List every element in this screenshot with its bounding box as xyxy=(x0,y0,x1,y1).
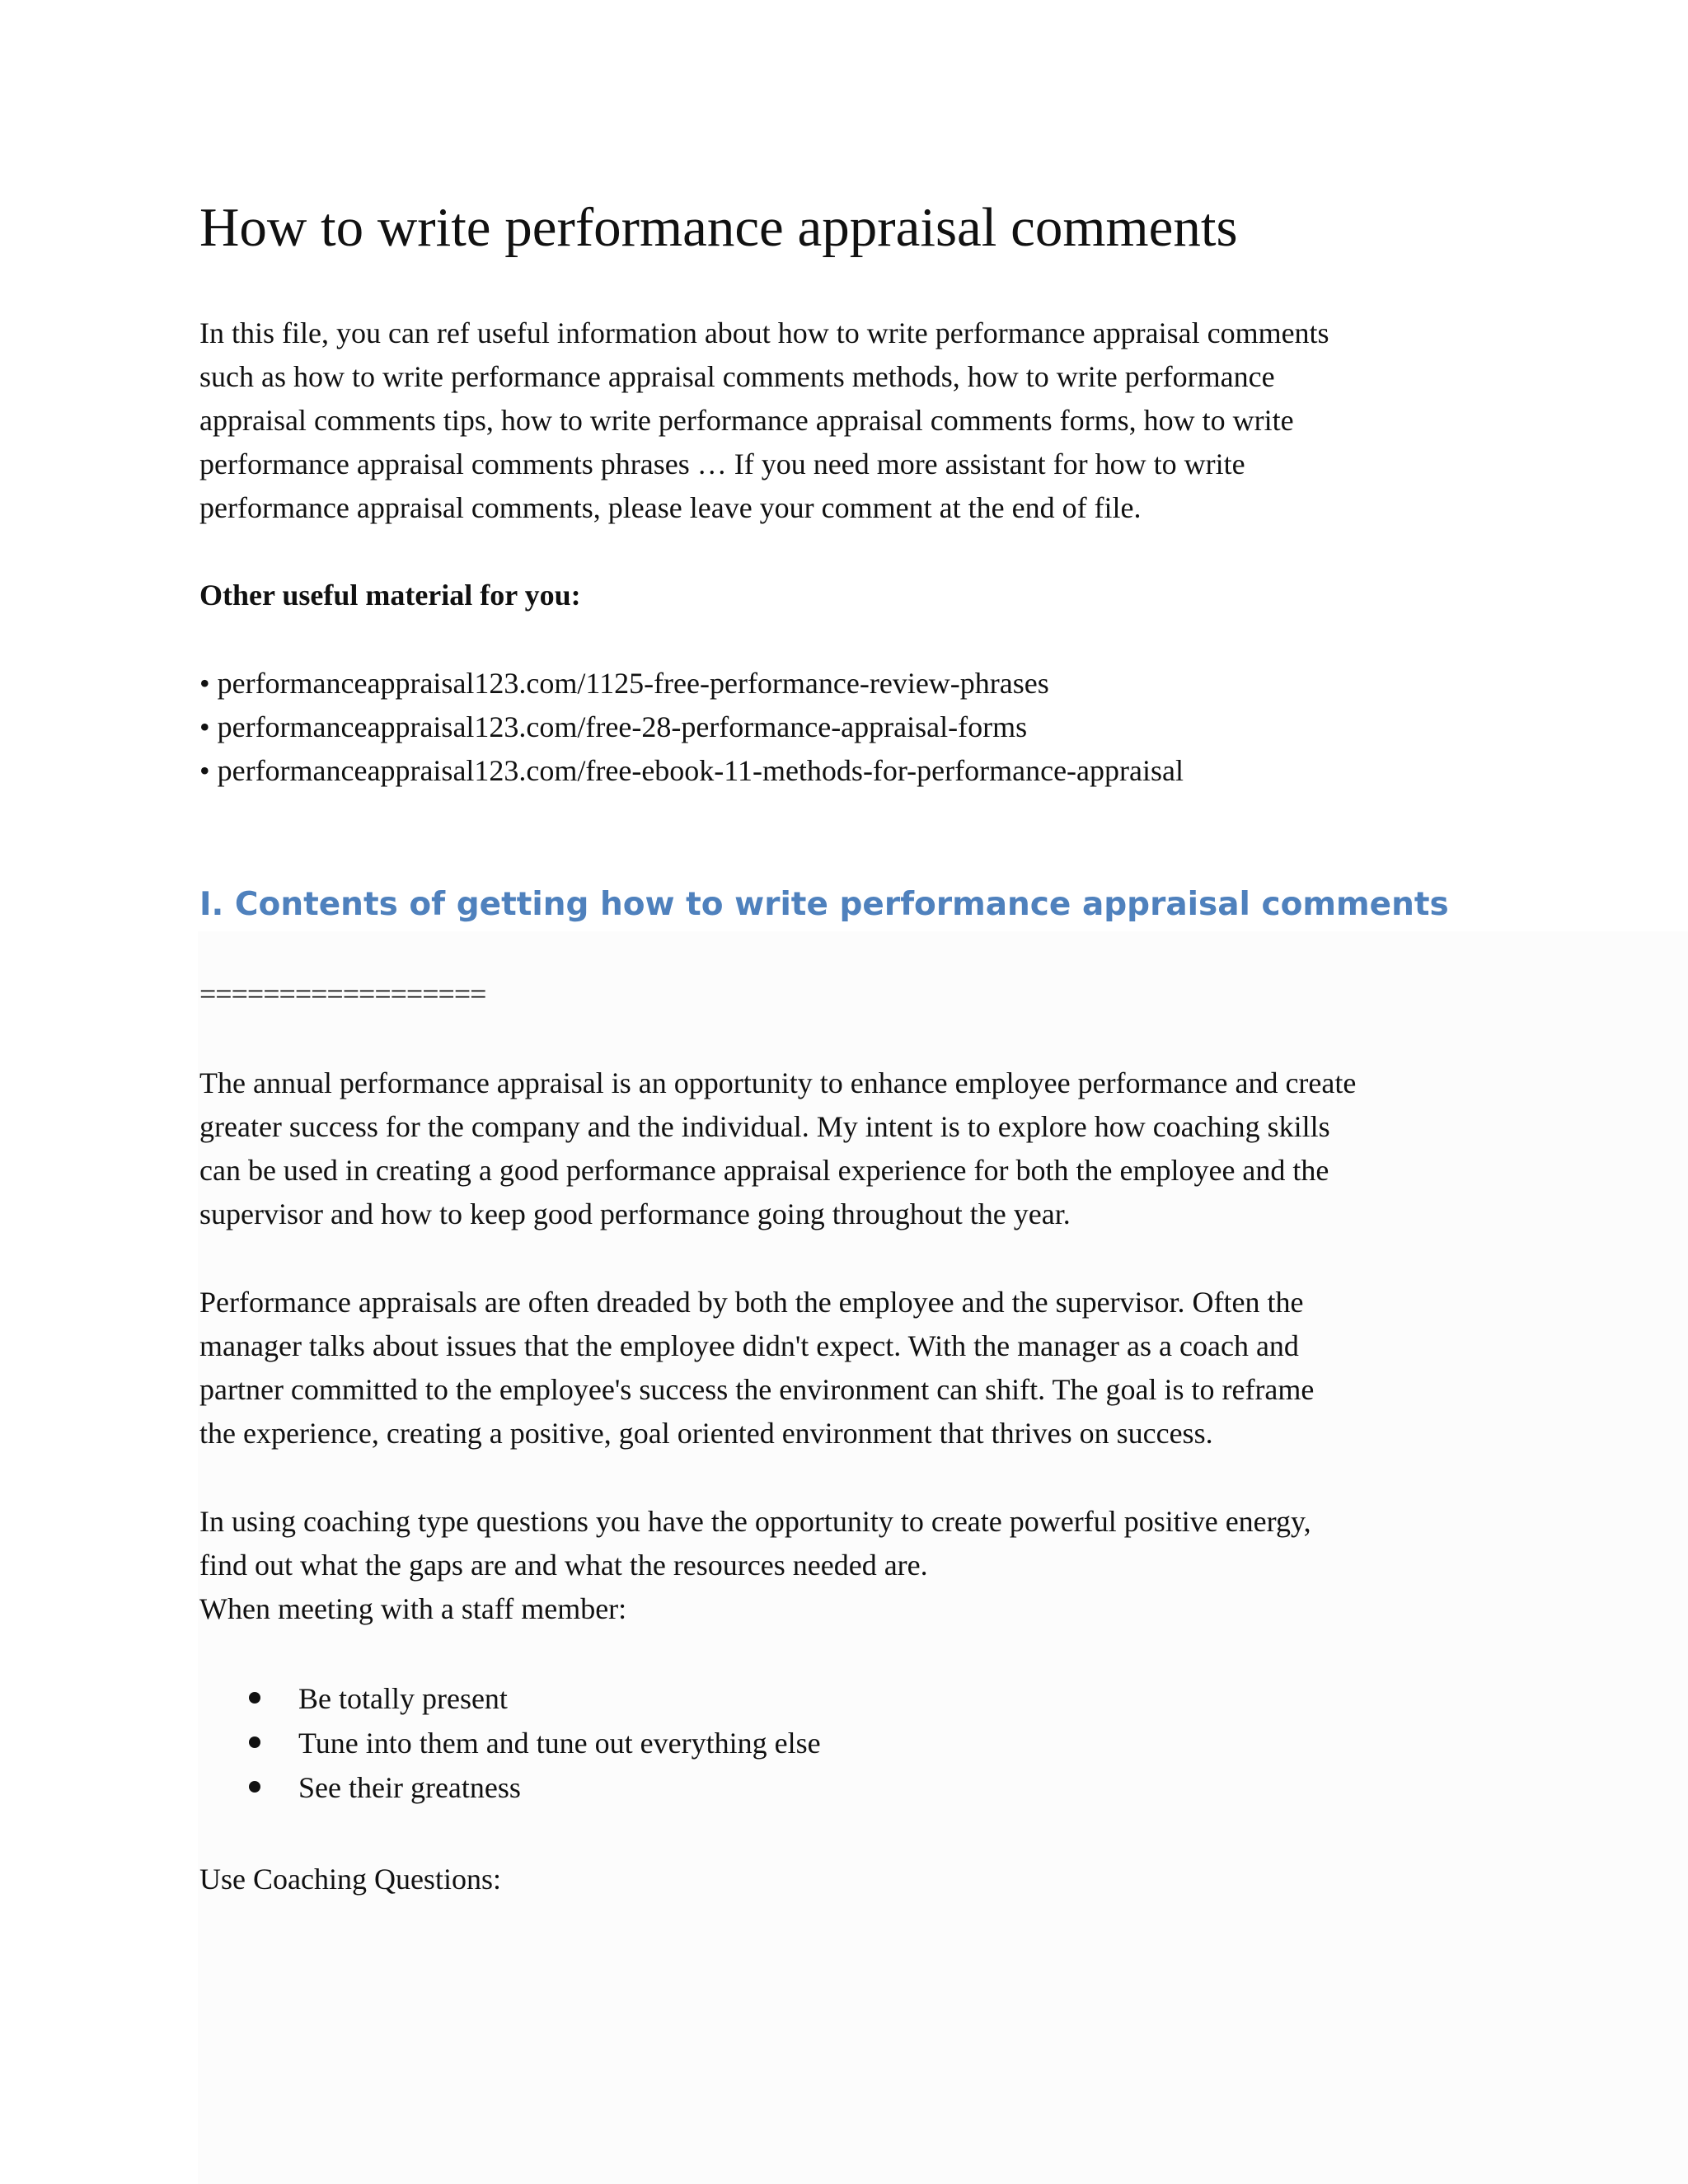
separator-line: ================== xyxy=(199,977,486,1010)
paragraph-line: find out what the gaps are and what the resources needed are. xyxy=(199,1549,928,1582)
paragraph-line: manager talks about issues that the employee didn't expect. With the manager as a coach and xyxy=(199,1329,1299,1362)
bullet-icon xyxy=(249,1692,260,1704)
paragraph-line: can be used in creating a good performance appraisal experience for both the employee and the xyxy=(199,1154,1329,1187)
paragraph-line: greater success for the company and the individual. My intent is to explore how coaching skills xyxy=(199,1110,1330,1143)
list-item-text: Tune into them and tune out everything else xyxy=(298,1727,821,1760)
intro-paragraph xyxy=(199,312,1329,530)
section-heading: I. Contents of getting how to write performance appraisal comments xyxy=(199,886,1449,923)
list-item xyxy=(199,1721,821,1765)
paragraph-line: the experience, creating a positive, goal oriented environment that thrives on success. xyxy=(199,1417,1213,1450)
intro-line: such as how to write performance appraisal comments methods, how to write performance xyxy=(199,360,1275,393)
resource-link[interactable]: • performanceappraisal123.com/1125-free-performance-review-phrases xyxy=(199,667,1049,700)
intro-line: performance appraisal comments phrases … If you need more assistant for how to write xyxy=(199,448,1245,480)
list-item xyxy=(199,1765,821,1810)
paragraph-coaching-questions xyxy=(199,1500,1311,1631)
resource-link[interactable]: • performanceappraisal123.com/free-28-performance-appraisal-forms xyxy=(199,710,1028,743)
resource-link-list xyxy=(199,662,1184,793)
meeting-tips-list xyxy=(199,1676,821,1810)
paragraph-line: partner committed to the employee's success the environment can shift. The goal is to reframe xyxy=(199,1373,1315,1406)
other-material-heading: Other useful material for you: xyxy=(199,579,581,612)
intro-line: In this file, you can ref useful information about how to write performance appraisal comments xyxy=(199,316,1329,349)
bullet-icon xyxy=(249,1736,260,1748)
paragraph-dreaded-appraisals xyxy=(199,1281,1314,1455)
paragraph-line: supervisor and how to keep good performance going throughout the year. xyxy=(199,1197,1071,1230)
list-item-text: See their greatness xyxy=(298,1771,521,1804)
document-title: How to write performance appraisal comments xyxy=(199,197,1238,258)
intro-line: appraisal comments tips, how to write performance appraisal comments forms, how to write xyxy=(199,404,1294,437)
paragraph-line: When meeting with a staff member: xyxy=(199,1592,627,1625)
paragraph-line: Performance appraisals are often dreaded by both the employee and the supervisor. Often the xyxy=(199,1286,1304,1319)
bullet-icon xyxy=(249,1781,260,1793)
paragraph-line: The annual performance appraisal is an opportunity to enhance employee performance and create xyxy=(199,1066,1357,1099)
intro-line: performance appraisal comments, please leave your comment at the end of file. xyxy=(199,491,1142,524)
list-item xyxy=(199,1676,821,1721)
paragraph-annual-appraisal xyxy=(199,1062,1356,1236)
paragraph-line: In using coaching type questions you have the opportunity to create powerful positive energy, xyxy=(199,1505,1311,1538)
resource-link[interactable]: • performanceappraisal123.com/free-ebook-11-methods-for-performance-appraisal xyxy=(199,754,1184,787)
list-item-text: Be totally present xyxy=(298,1682,508,1715)
coaching-questions-label: Use Coaching Questions: xyxy=(199,1863,501,1896)
